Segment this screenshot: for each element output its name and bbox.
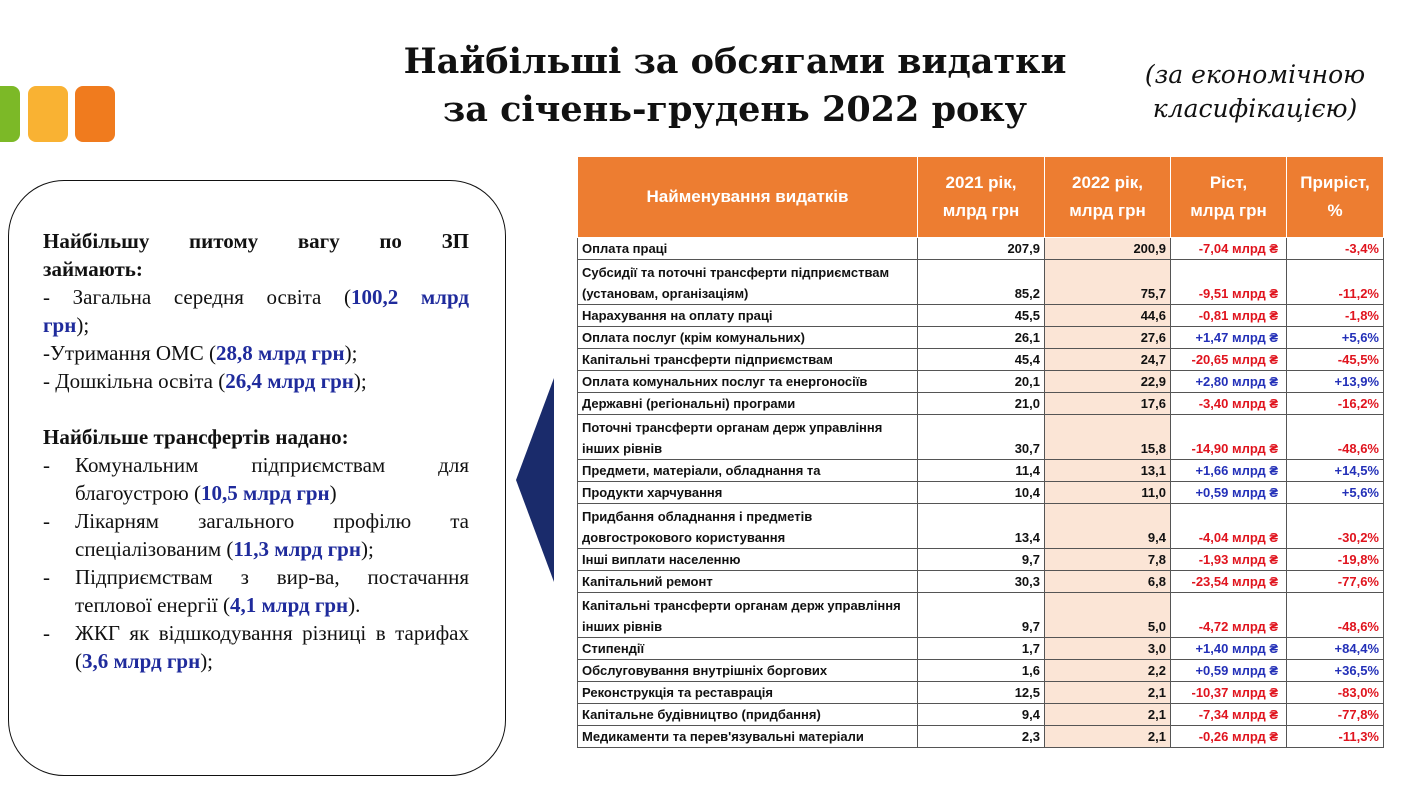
row-growth: -0,81 млрд ₴	[1171, 305, 1287, 327]
info-item-3-text: - Дошкільна освіта (	[43, 369, 226, 393]
row-2021: 45,4	[918, 349, 1045, 371]
row-2022: 2,1	[1045, 682, 1171, 704]
row-name: Оплата комунальних послуг та енергоносіїв	[578, 371, 918, 393]
info-item-2-value: 28,8 млрд грн	[215, 341, 345, 365]
table-row	[578, 327, 1384, 349]
info-item-2-post: );	[344, 341, 358, 365]
info-heading-1-part2: займають:	[43, 257, 143, 281]
row-name: Субсидії та поточні трансферти підприємствам (установам, організаціям)	[578, 260, 918, 305]
row-pct: -3,4%	[1287, 238, 1384, 260]
table-row	[578, 571, 1384, 593]
row-2022: 27,6	[1045, 327, 1171, 349]
row-2021: 10,4	[918, 482, 1045, 504]
row-growth: -1,93 млрд ₴	[1171, 549, 1287, 571]
page-title	[380, 38, 1090, 134]
transfer-item-1-text: Комунальним підприємствам для благоустрою (	[75, 453, 469, 505]
row-pct: -83,0%	[1287, 682, 1384, 704]
row-pct: -77,8%	[1287, 704, 1384, 726]
row-2022: 3,0	[1045, 638, 1171, 660]
row-pct: -45,5%	[1287, 349, 1384, 371]
row-2021: 85,2	[918, 260, 1045, 305]
row-2022: 13,1	[1045, 460, 1171, 482]
row-pct: -11,2%	[1287, 260, 1384, 305]
row-2022: 44,6	[1045, 305, 1171, 327]
header-name: Найменування видатків	[578, 157, 918, 238]
row-growth: +0,59 млрд ₴	[1171, 482, 1287, 504]
row-2021: 207,9	[918, 238, 1045, 260]
table-row	[578, 726, 1384, 748]
row-2022: 22,9	[1045, 371, 1171, 393]
table-row	[578, 460, 1384, 482]
row-growth: +2,80 млрд ₴	[1171, 371, 1287, 393]
row-2022: 17,6	[1045, 393, 1171, 415]
info-item-1-cont	[43, 311, 469, 339]
row-2021: 9,7	[918, 593, 1045, 638]
info-box	[8, 180, 506, 776]
row-2021: 13,4	[918, 504, 1045, 549]
row-name: Капітальні трансферти підприємствам	[578, 349, 918, 371]
header-2021-line1: 2021 рік,	[945, 173, 1017, 192]
row-pct: -11,3%	[1287, 726, 1384, 748]
row-2022: 6,8	[1045, 571, 1171, 593]
row-pct: +14,5%	[1287, 460, 1384, 482]
header-2021-line2: млрд грн	[942, 201, 1020, 220]
transfer-item-4-post: );	[200, 649, 214, 673]
table-row	[578, 371, 1384, 393]
row-pct: +5,6%	[1287, 327, 1384, 349]
table-row	[578, 638, 1384, 660]
info-item-1-post: );	[76, 313, 90, 337]
row-name: Предмети, матеріали, обладнання та	[578, 460, 918, 482]
row-name: Придбання обладнання і предметів довгострокового користування	[578, 504, 918, 549]
header-growth-line1: Ріст,	[1209, 173, 1248, 192]
table-row	[578, 660, 1384, 682]
row-2021: 20,1	[918, 371, 1045, 393]
row-pct: -16,2%	[1287, 393, 1384, 415]
row-name: Стипендії	[578, 638, 918, 660]
header-growth	[1171, 157, 1287, 238]
row-growth: -7,04 млрд ₴	[1171, 238, 1287, 260]
row-growth: -4,04 млрд ₴	[1171, 504, 1287, 549]
transfer-item-2: - Лікарням загального профілю та спеціалізованим (11,3 млрд грн);	[43, 509, 469, 561]
row-name: Оплата послуг (крім комунальних)	[578, 327, 918, 349]
expenses-table	[577, 156, 1384, 748]
table-row	[578, 704, 1384, 726]
logo-square-green	[0, 86, 20, 142]
subtitle-line-1: (за економічною	[1144, 60, 1366, 89]
info-heading-2: Найбільше трансфертів надано:	[43, 425, 349, 449]
row-growth: -20,65 млрд ₴	[1171, 349, 1287, 371]
row-pct: -30,2%	[1287, 504, 1384, 549]
row-name: Обслуговування внутрішніх боргових	[578, 660, 918, 682]
title-line-2: за січень-грудень 2022 року	[442, 89, 1028, 130]
row-2021: 11,4	[918, 460, 1045, 482]
row-growth: -10,37 млрд ₴	[1171, 682, 1287, 704]
row-pct: +36,5%	[1287, 660, 1384, 682]
row-name: Поточні трансферти органам держ управління інших рівнів	[578, 415, 918, 460]
row-growth: -14,90 млрд ₴	[1171, 415, 1287, 460]
row-name: Капітальне будівництво (придбання)	[578, 704, 918, 726]
arrow-left-icon	[516, 378, 556, 582]
row-pct: +84,4%	[1287, 638, 1384, 660]
row-2022: 5,0	[1045, 593, 1171, 638]
header-pct-line1: Приріст,	[1300, 173, 1370, 192]
row-name: Державні (регіональні) програми	[578, 393, 918, 415]
row-2021: 9,7	[918, 549, 1045, 571]
transfer-item-2-post: );	[360, 537, 374, 561]
row-pct: +13,9%	[1287, 371, 1384, 393]
row-pct: -48,6%	[1287, 415, 1384, 460]
row-pct: +5,6%	[1287, 482, 1384, 504]
row-2021: 1,7	[918, 638, 1045, 660]
subtitle-line-2: класифікацією)	[1152, 94, 1358, 123]
row-name: Інші виплати населенню	[578, 549, 918, 571]
header-growth-line2: млрд грн	[1190, 201, 1267, 220]
table-header-row	[578, 157, 1384, 238]
row-2022: 2,1	[1045, 726, 1171, 748]
row-growth: -23,54 млрд ₴	[1171, 571, 1287, 593]
transfer-item-3-text: Підприємствам з вир-ва, постачання теплової енергії (	[75, 565, 469, 617]
transfer-item-2-value: 11,3 млрд грн	[233, 537, 361, 561]
row-name: Медикаменти та перев'язувальні матеріали	[578, 726, 918, 748]
transfer-item-4-text: ЖКГ як відшкодування різниці в тарифах (	[75, 621, 469, 673]
row-name: Реконструкція та реставрація	[578, 682, 918, 704]
row-2022: 24,7	[1045, 349, 1171, 371]
row-2022: 2,1	[1045, 704, 1171, 726]
table-row	[578, 393, 1384, 415]
row-2022: 2,2	[1045, 660, 1171, 682]
row-name: Капітальні трансферти органам держ управління інших рівнів	[578, 593, 918, 638]
transfer-item-4-value: 3,6 млрд грн	[82, 649, 201, 673]
info-item-3	[43, 367, 469, 395]
info-item-1-text: - Загальна середня освіта (	[43, 285, 351, 309]
row-2021: 21,0	[918, 393, 1045, 415]
row-growth: -7,34 млрд ₴	[1171, 704, 1287, 726]
row-growth: -9,51 млрд ₴	[1171, 260, 1287, 305]
table-row	[578, 549, 1384, 571]
info-item-2	[43, 339, 469, 367]
row-growth: -3,40 млрд ₴	[1171, 393, 1287, 415]
row-2021: 2,3	[918, 726, 1045, 748]
page-subtitle	[1130, 58, 1380, 126]
table-row	[578, 504, 1384, 549]
row-pct: -77,6%	[1287, 571, 1384, 593]
table-row	[578, 305, 1384, 327]
row-2022: 11,0	[1045, 482, 1171, 504]
table-row	[578, 593, 1384, 638]
transfer-item-2-text: Лікарням загального профілю та спеціалізованим (	[75, 509, 469, 561]
row-growth: +1,66 млрд ₴	[1171, 460, 1287, 482]
header-2022	[1045, 157, 1171, 238]
transfer-item-3: - Підприємствам з вир-ва, постачання теплової енергії (4,1 млрд грн).	[43, 565, 469, 617]
row-name: Капітальний ремонт	[578, 571, 918, 593]
row-name: Нарахування на оплату праці	[578, 305, 918, 327]
row-2021: 9,4	[918, 704, 1045, 726]
row-growth: +0,59 млрд ₴	[1171, 660, 1287, 682]
row-2021: 26,1	[918, 327, 1045, 349]
info-item-1	[43, 283, 469, 311]
table-row	[578, 260, 1384, 305]
row-pct: -48,6%	[1287, 593, 1384, 638]
row-2022: 7,8	[1045, 549, 1171, 571]
row-2021: 45,5	[918, 305, 1045, 327]
transfer-item-1-post: )	[329, 481, 337, 505]
row-pct: -1,8%	[1287, 305, 1384, 327]
row-growth: -0,26 млрд ₴	[1171, 726, 1287, 748]
table-row	[578, 238, 1384, 260]
row-2022: 15,8	[1045, 415, 1171, 460]
row-pct: -19,8%	[1287, 549, 1384, 571]
row-growth: +1,40 млрд ₴	[1171, 638, 1287, 660]
row-2022: 9,4	[1045, 504, 1171, 549]
table-row	[578, 482, 1384, 504]
row-2021: 30,3	[918, 571, 1045, 593]
transfer-item-1: - Комунальним підприємствам для благоустрою (10,5 млрд грн)	[43, 453, 469, 505]
header-pct-line2: %	[1327, 201, 1343, 220]
info-item-3-post: );	[353, 369, 367, 393]
header-2022-line2: млрд грн	[1069, 201, 1146, 220]
row-2021: 12,5	[918, 682, 1045, 704]
info-item-3-value: 26,4 млрд грн	[225, 369, 354, 393]
info-heading-1-part1: Найбільшу питому вагу по ЗП	[43, 229, 469, 253]
transfer-item-3-post: ).	[348, 593, 361, 617]
row-2022: 200,9	[1045, 238, 1171, 260]
logo-square-orange	[75, 86, 115, 142]
transfer-item-4: - ЖКГ як відшкодування різниці в тарифах (3,6 млрд грн);	[43, 621, 469, 673]
info-item-1-value: 100,2 млрд	[350, 285, 469, 309]
row-2021: 1,6	[918, 660, 1045, 682]
header-pct	[1287, 157, 1384, 238]
transfer-item-3-value: 4,1 млрд грн	[229, 593, 349, 617]
header-2021	[918, 157, 1045, 238]
table-row	[578, 415, 1384, 460]
row-growth: +1,47 млрд ₴	[1171, 327, 1287, 349]
row-2021: 30,7	[918, 415, 1045, 460]
row-growth: -4,72 млрд ₴	[1171, 593, 1287, 638]
logo-square-yellow	[28, 86, 68, 142]
info-item-2-text: -Утримання ОМС (	[43, 341, 216, 365]
row-name: Оплата праці	[578, 238, 918, 260]
transfer-item-1-value: 10,5 млрд грн	[200, 481, 330, 505]
info-item-1-unit: грн	[43, 313, 77, 337]
table-row	[578, 682, 1384, 704]
row-name: Продукти харчування	[578, 482, 918, 504]
table-row	[578, 349, 1384, 371]
title-line-1: Найбільші за обсягами видатки	[403, 41, 1067, 82]
header-2022-line1: 2022 рік,	[1072, 173, 1143, 192]
row-2022: 75,7	[1045, 260, 1171, 305]
